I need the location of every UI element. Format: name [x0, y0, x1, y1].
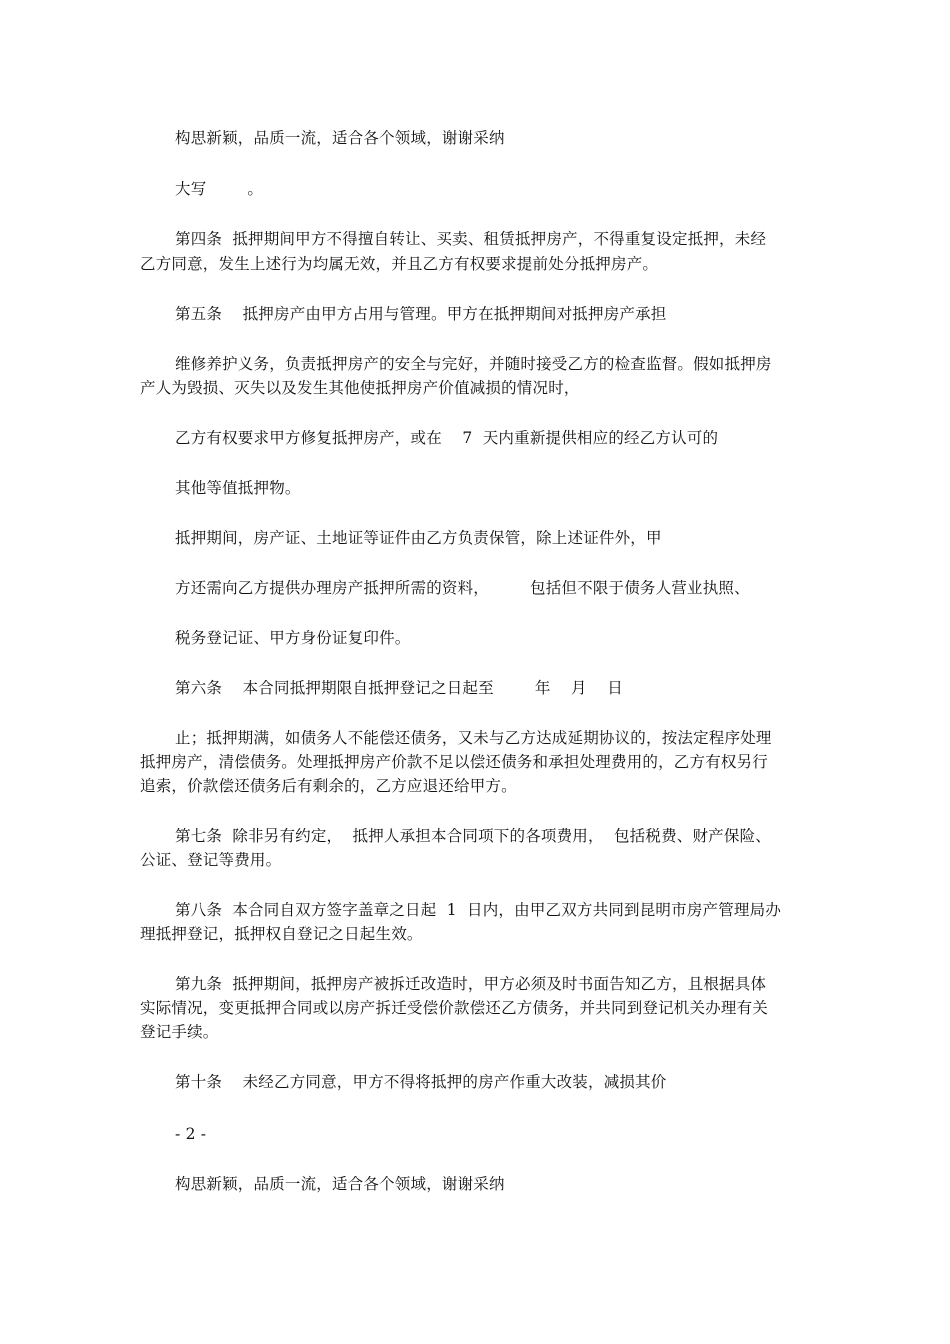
text-line: 产人为毁损、灭失以及发生其他使抵押房产价值减损的情况时，: [140, 379, 580, 397]
article-8-line-2: 理抵押登记，抵押权自登记之日起生效。: [140, 925, 423, 943]
article-7-line-2: 公证、登记等费用。: [140, 851, 282, 869]
text-line: 维修养护义务，负责抵押房产的安全与完好，并随时接受乙方的检查监督。假如抵押房: [175, 355, 772, 373]
article-10-line-1: 第十条 未经乙方同意，甲方不得将抵押的房产作重大改装，减损其价: [175, 1073, 667, 1091]
text-line: 抵押房产，清偿债务。处理抵押房产价款不足以偿还债务和承担处理费用的，乙方有权另行: [140, 753, 769, 771]
article-6-line-1: 第六条 本合同抵押期限自抵押登记之日起至 年 月 日: [175, 679, 623, 697]
text-line: 税务登记证、甲方身份证复印件。: [175, 629, 411, 647]
article-9-line-2: 实际情况，变更抵押合同或以房产拆迁受偿价款偿还乙方债务，并共同到登记机关办理有关: [140, 999, 769, 1017]
article-4-line-1: 第四条 抵押期间甲方不得擅自转让、买卖、租赁抵押房产，不得重复设定抵押，未经: [175, 230, 767, 248]
page-header-slogan: 构思新颖，品质一流，适合各个领域，谢谢采纳: [175, 1175, 505, 1193]
text-line: 方还需向乙方提供办理房产抵押所需的资料， 包括但不限于债务人营业执照、: [175, 579, 750, 597]
article-9-line-3: 登记手续。: [140, 1023, 219, 1041]
text-line: 止；抵押期满，如债务人不能偿还债务，又未与乙方达成延期协议的，按法定程序处理: [175, 729, 772, 747]
article-4-line-2: 乙方同意，发生上述行为均属无效，并且乙方有权要求提前处分抵押房产。: [140, 255, 659, 273]
page-number: - 2 -: [175, 1125, 207, 1143]
article-7-line-1: 第七条 除非另有约定， 抵押人承担本合同项下的各项费用， 包括税费、财产保险、: [175, 827, 771, 845]
article-5-line-1: 第五条 抵押房产由甲方占用与管理。甲方在抵押期间对抵押房产承担: [175, 305, 667, 323]
text-line: 大写 。: [175, 180, 264, 198]
page-header-slogan: 构思新颖，品质一流，适合各个领域，谢谢采纳: [175, 129, 505, 147]
text-line: 追索，价款偿还债务后有剩余的，乙方应退还给甲方。: [140, 777, 517, 795]
text-line: 抵押期间，房产证、土地证等证件由乙方负责保管，除上述证件外，甲: [175, 529, 662, 547]
text-line: 乙方有权要求甲方修复抵押房产，或在 7 天内重新提供相应的经乙方认可的: [175, 429, 719, 447]
text-line: 其他等值抵押物。: [175, 479, 301, 497]
article-9-line-1: 第九条 抵押期间，抵押房产被拆迁改造时，甲方必须及时书面告知乙方，且根据具体: [175, 975, 767, 993]
article-8-line-1: 第八条 本合同自双方签字盖章之日起 1 日内，由甲乙双方共同到昆明市房产管理局办: [175, 901, 782, 919]
